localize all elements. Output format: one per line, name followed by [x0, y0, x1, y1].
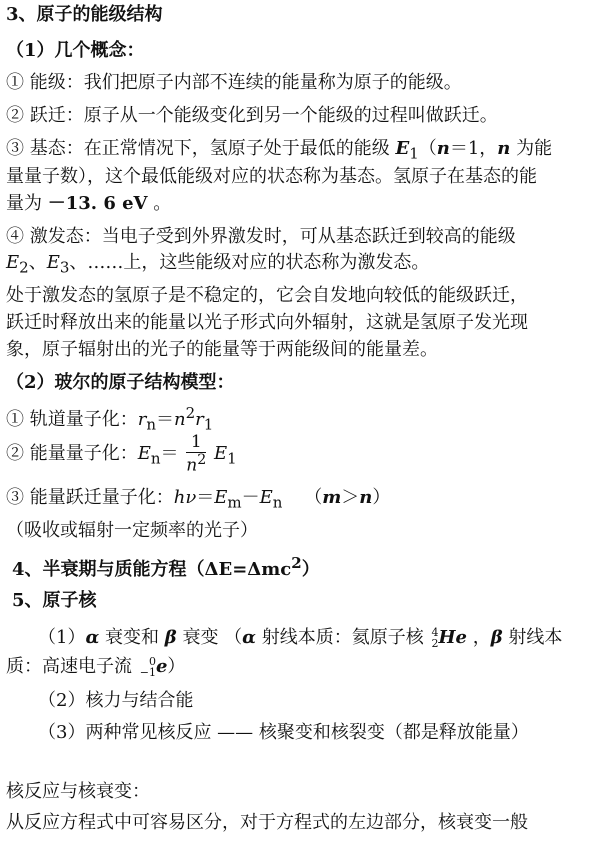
- nuclear-reaction-text: 从反应方程式中可容易区分，对于方程式的左边部分，核衰变一般: [6, 812, 528, 833]
- absorb-note: （吸收或辐射一定频率的光子）: [6, 520, 258, 541]
- section-heading-3: 3、原子的能级结构: [6, 4, 163, 25]
- nuclear-reactions-item: （3）两种常见核反应 —— 核聚变和核裂变（都是释放能量）: [38, 722, 529, 743]
- decay-line-2: 质：高速电子流 0 −1 e）: [6, 655, 186, 679]
- concept-transition: ② 跃迁：原子从一个能级变化到另一个能级的过程叫做跃迁。: [6, 105, 498, 126]
- concept-ground-state-line2: 量量子数），这个最低能级对应的状态称为基态。氢原子在基态的能: [6, 166, 537, 187]
- decay-line-1: （1）α 衰变和 β 衰变 （α 射线本质：氦原子核 4 2 He ，β 射线本: [38, 626, 563, 650]
- concept-excited-state-line1: ④ 激发态：当电子受到外界激发时，可从基态跃迁到较高的能级: [6, 226, 516, 247]
- section-heading-4: 4、半衰期与质能方程（ΔE=Δmc$^2$）: [12, 554, 320, 580]
- bohr-transition-quantization: ③ 能量跃迁量子化：$h\nu=E_m-E_n$ （m＞n）: [6, 487, 391, 512]
- concept-excited-state-line2: $E_2$、$E_3$、……上，这些能级对应的状态称为激发态。: [6, 252, 430, 277]
- concept-ground-state-line1: ③ 基态：在正常情况下，氢原子处于最低的能级 $E_1(n=1$，n 为能: [6, 138, 553, 163]
- paragraph-line-3: 象，原子辐射出的光子的能量等于两能级间的能量差。: [6, 339, 438, 360]
- concept-ground-state-line3: 量为 －13. 6 eV 。: [6, 193, 172, 214]
- bohr-energy-quantization: ② 能量量子化：$E_n=$ $\frac{1}{n^2}$ $E_1$: [6, 432, 237, 476]
- nuclear-reaction-title: 核反应与核衰变：: [6, 781, 150, 802]
- helium-nuclide-numbers: 4 2: [431, 626, 439, 650]
- nuclear-force-item: （2）核力与结合能: [38, 690, 194, 711]
- paragraph-line-1: 处于激发态的氢原子是不稳定的，它会自发地向较低的能级跃迁，: [6, 285, 528, 306]
- section-heading-5: 5、原子核: [12, 590, 97, 611]
- subheading-bohr-model: （2）玻尔的原子结构模型：: [6, 372, 235, 393]
- energy-fraction: $\frac{1}{n^2}$: [186, 432, 207, 476]
- concept-energy-level: ① 能级：我们把原子内部不连续的能量称为原子的能级。: [6, 72, 462, 93]
- paragraph-line-2: 跃迁时释放出来的能量以光子形式向外辐射，这就是氢原子发光现: [6, 312, 528, 333]
- electron-nuclide-numbers: 0 −1: [139, 655, 156, 679]
- subheading-concepts: （1）几个概念：: [6, 40, 145, 61]
- bohr-orbit-quantization: ① 轨道量子化：$r_n=n^2r_1$: [6, 404, 214, 434]
